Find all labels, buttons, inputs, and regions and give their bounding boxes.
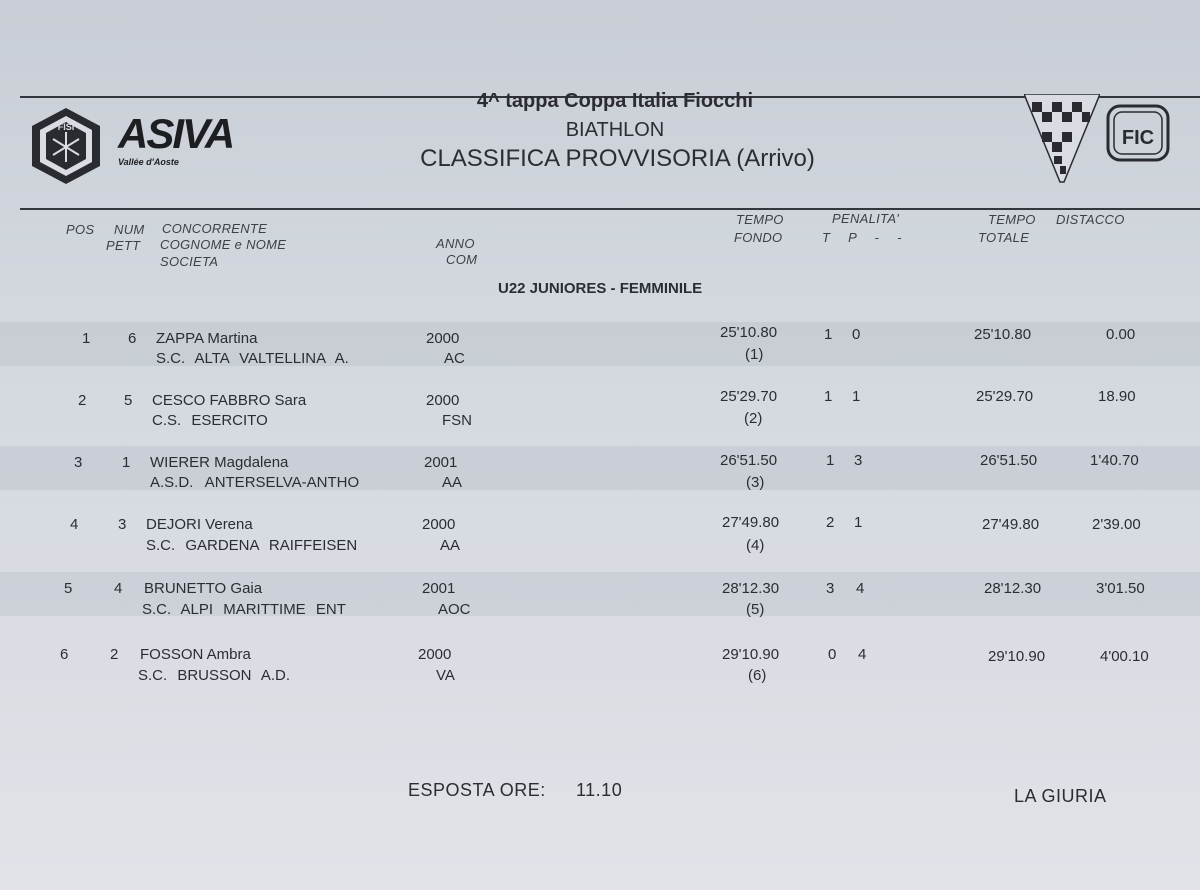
row-club: S.C. ALPI MARITTIME ENT [142, 601, 346, 618]
row-fondo-rank: (5) [746, 601, 765, 618]
col-fondo: FONDO [734, 230, 783, 245]
row-anno: 2001 [422, 580, 456, 597]
row-distacco: 1'40.70 [1090, 452, 1139, 469]
row-name: WIERER Magdalena [150, 454, 289, 471]
col-cognome-nome: COGNOME e NOME [160, 237, 287, 252]
event-title: 4^ tappa Coppa Italia Fiocchi [476, 90, 754, 112]
col-totale: TOTALE [978, 230, 1030, 245]
row-fondo-rank: (6) [748, 667, 767, 684]
row-pen-t: 3 [826, 580, 835, 597]
row-totale: 25'10.80 [974, 326, 1032, 343]
row-pett: 1 [122, 454, 131, 471]
row-fondo: 29'10.90 [722, 646, 780, 663]
giuria-label: LA GIURIA [1014, 786, 1107, 806]
fic-logo [1106, 104, 1170, 162]
svg-text:FIC: FIC [1121, 127, 1155, 149]
col-anno: ANNO [436, 236, 475, 251]
row-fondo: 27'49.80 [722, 514, 780, 531]
row-name: FOSSON Ambra [140, 646, 251, 663]
row-fondo: 26'51.50 [720, 452, 778, 469]
row-com: AA [440, 537, 461, 554]
row-fondo: 28'12.30 [722, 580, 780, 597]
discipline-title: BIATHLON [565, 119, 665, 141]
row-anno: 2000 [422, 516, 456, 533]
row-pos: 3 [74, 454, 83, 471]
row-pos: 4 [70, 516, 79, 533]
row-fondo-rank: (4) [746, 537, 765, 554]
row-name: ZAPPA Martina [156, 330, 258, 347]
row-com: AA [442, 474, 463, 491]
row-fondo-rank: (1) [745, 346, 764, 363]
row-pett: 4 [114, 580, 123, 597]
row-fondo: 25'10.80 [720, 324, 778, 341]
row-pen-p: 4 [856, 580, 865, 597]
row-pen-p: 1 [852, 388, 861, 405]
row-name: BRUNETTO Gaia [144, 580, 263, 597]
row-totale: 29'10.90 [988, 648, 1046, 665]
row-distacco: 0.00 [1106, 326, 1136, 343]
row-pos: 1 [82, 330, 91, 347]
col-distacco: DISTACCO [1056, 212, 1125, 227]
row-pen-t: 0 [828, 646, 837, 663]
row-distacco: 4'00.10 [1100, 648, 1149, 665]
svg-text:FISI: FISI [57, 122, 75, 132]
col-tempo-totale: TEMPO [988, 212, 1036, 227]
row-anno: 2000 [426, 392, 460, 409]
row-com: FSN [442, 412, 472, 429]
row-totale: 26'51.50 [980, 452, 1038, 469]
row-club: S.C. ALTA VALTELLINA A. [156, 350, 349, 367]
row-pen-p: 3 [854, 452, 863, 469]
row-anno: 2001 [424, 454, 458, 471]
col-num: NUM [114, 222, 145, 237]
asiva-logo-subtitle: Vallée d'Aoste [118, 157, 179, 167]
row-anno: 2000 [426, 330, 460, 347]
esposta-time: 11.10 [576, 780, 623, 800]
asiva-logo: ASIVA [118, 110, 234, 157]
col-pett: PETT [106, 238, 141, 253]
fisi-logo [30, 106, 102, 186]
row-pen-p: 1 [854, 514, 863, 531]
row-pos: 6 [60, 646, 69, 663]
row-com: VA [436, 667, 455, 684]
esposta-label: ESPOSTA ORE: [408, 780, 546, 800]
col-penalita-sub: T P - - [822, 230, 902, 245]
row-pett: 6 [128, 330, 137, 347]
row-pett: 2 [110, 646, 119, 663]
row-club: C.S. ESERCITO [152, 412, 268, 429]
row-distacco: 18.90 [1098, 388, 1136, 405]
row-fondo: 25'29.70 [720, 388, 778, 405]
row-pett: 5 [124, 392, 133, 409]
classification-title: CLASSIFICA PROVVISORIA (Arrivo) [420, 145, 815, 172]
row-totale: 25'29.70 [976, 388, 1034, 405]
row-pen-t: 1 [824, 326, 833, 343]
col-societa: SOCIETA [160, 254, 219, 269]
row-pen-p: 4 [858, 646, 867, 663]
col-pos: POS [66, 222, 95, 237]
row-anno: 2000 [418, 646, 452, 663]
row-com: AOC [438, 601, 471, 618]
flag-v-logo [1024, 94, 1100, 184]
row-pen-t: 2 [826, 514, 835, 531]
col-tempo-fondo: TEMPO [736, 212, 784, 227]
category-title: U22 JUNIORES - FEMMINILE [498, 280, 703, 297]
col-concorrente: CONCORRENTE [162, 221, 268, 236]
row-name: CESCO FABBRO Sara [152, 392, 307, 409]
row-distacco: 3'01.50 [1096, 580, 1145, 597]
row-club: A.S.D. ANTERSELVA-ANTHO [150, 474, 360, 491]
row-com: AC [444, 350, 465, 367]
row-pos: 2 [78, 392, 87, 409]
col-com: COM [446, 252, 478, 267]
row-fondo-rank: (2) [744, 410, 763, 427]
row-club: S.C. GARDENA RAIFFEISEN [146, 537, 358, 554]
row-pen-t: 1 [824, 388, 833, 405]
row-totale: 27'49.80 [982, 516, 1040, 533]
row-pen-p: 0 [852, 326, 861, 343]
row-pen-t: 1 [826, 452, 835, 469]
row-name: DEJORI Verena [146, 516, 253, 533]
row-totale: 28'12.30 [984, 580, 1042, 597]
col-penalita: PENALITA' [832, 211, 900, 226]
header-bottom-rule [20, 208, 1200, 210]
row-club: S.C. BRUSSON A.D. [138, 667, 291, 684]
row-distacco: 2'39.00 [1092, 516, 1141, 533]
row-pett: 3 [118, 516, 127, 533]
row-fondo-rank: (3) [746, 474, 765, 491]
row-pos: 5 [64, 580, 73, 597]
